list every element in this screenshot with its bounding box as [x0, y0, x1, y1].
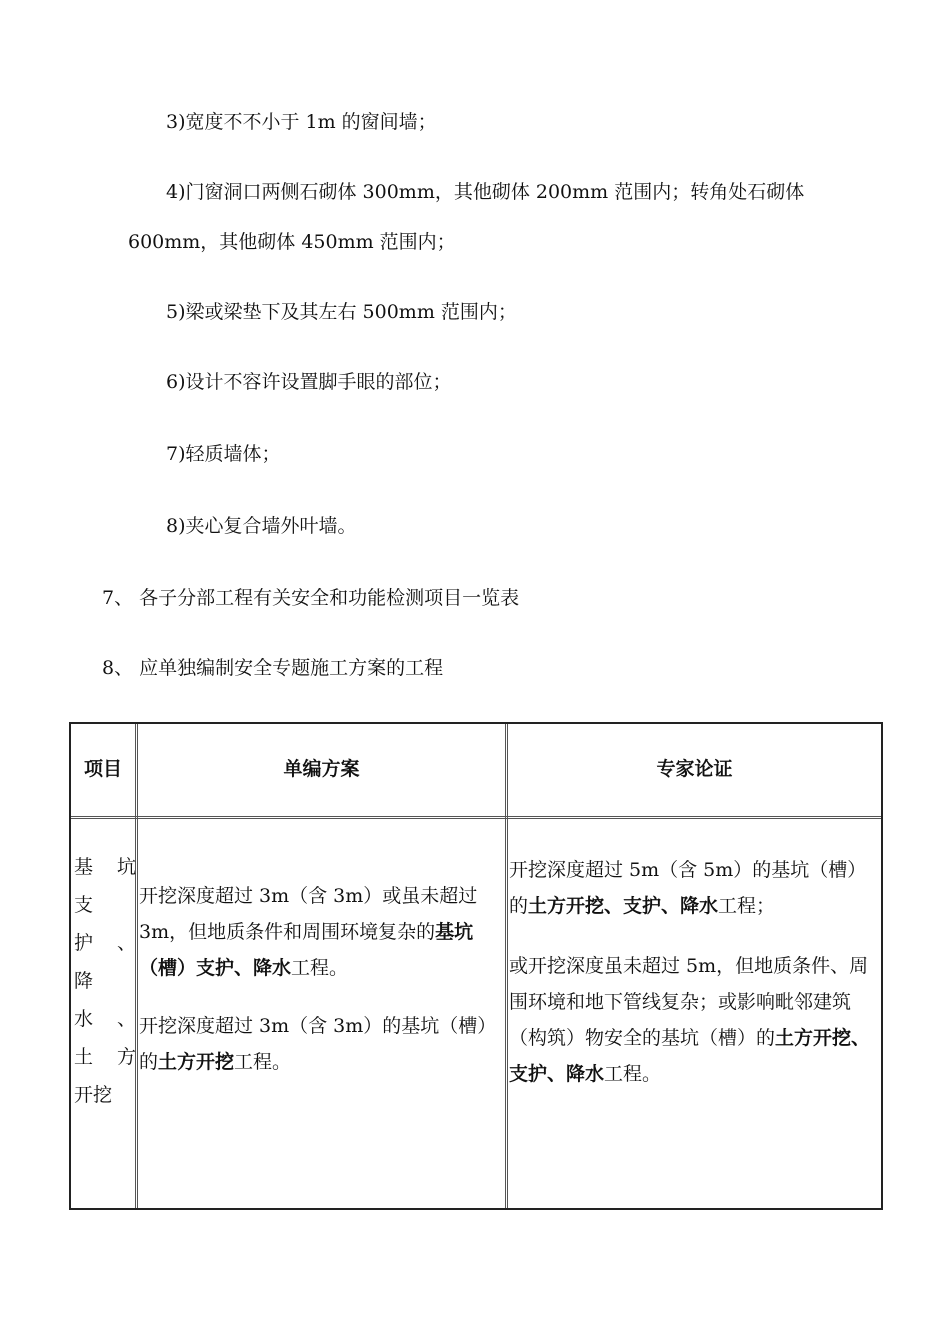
header-item: 项目: [83, 758, 122, 780]
item-6: 6)设计不容许设置脚手眼的部位；: [166, 371, 452, 393]
expert-review-cell: [509, 852, 879, 1092]
header-single-plan: 单编方案: [283, 758, 360, 780]
item-4-line2: 600mm，其他砌体 450mm 范围内；: [128, 231, 456, 253]
col-divider-2: [505, 724, 508, 1208]
header-expert-review: 专家论证: [656, 758, 733, 780]
section-8-heading: 8、 应单独编制安全专题施工方案的工程: [102, 657, 444, 679]
header-divider: [71, 816, 881, 819]
item-3: 3)宽度不不小于 1m 的窗间墙；: [166, 111, 437, 133]
item-name-cell: 基 坑 支 护 、 降 水 、 土 方 开挖: [74, 856, 136, 1106]
item-4-line1: 4)门窗洞口两侧石砌体 300mm，其他砌体 200mm 范围内；转角处石砌体: [166, 181, 805, 203]
single-plan-cell: [139, 878, 503, 1080]
item-5: 5)梁或梁垫下及其左右 500mm 范围内；: [166, 301, 517, 323]
item-8: 8)夹心复合墙外叶墙。: [166, 515, 357, 537]
section-7-heading: 7、 各子分部工程有关安全和功能检测项目一览表: [102, 587, 520, 609]
safety-plan-table: [69, 722, 883, 1210]
single-plan-para-1: 开挖深度超过 3m（含 3m）或虽未超过 3m，但地质条件和周围环境复杂的基坑（槽）支护、降水工程。: [139, 885, 478, 979]
single-plan-para-2: 开挖深度超过 3m（含 3m）的基坑（槽）的土方开挖工程。: [139, 1015, 497, 1073]
item-7: 7)轻质墙体；: [166, 443, 281, 465]
expert-para-2: 或开挖深度虽未超过 5m，但地质条件、周围环境和地下管线复杂；或影响毗邻建筑（构筑）物安全的基坑（槽）的土方开挖、支护、降水工程。: [509, 955, 871, 1085]
expert-para-1: 开挖深度超过 5m（含 5m）的基坑（槽）的土方开挖、支护、降水工程；: [509, 859, 867, 917]
